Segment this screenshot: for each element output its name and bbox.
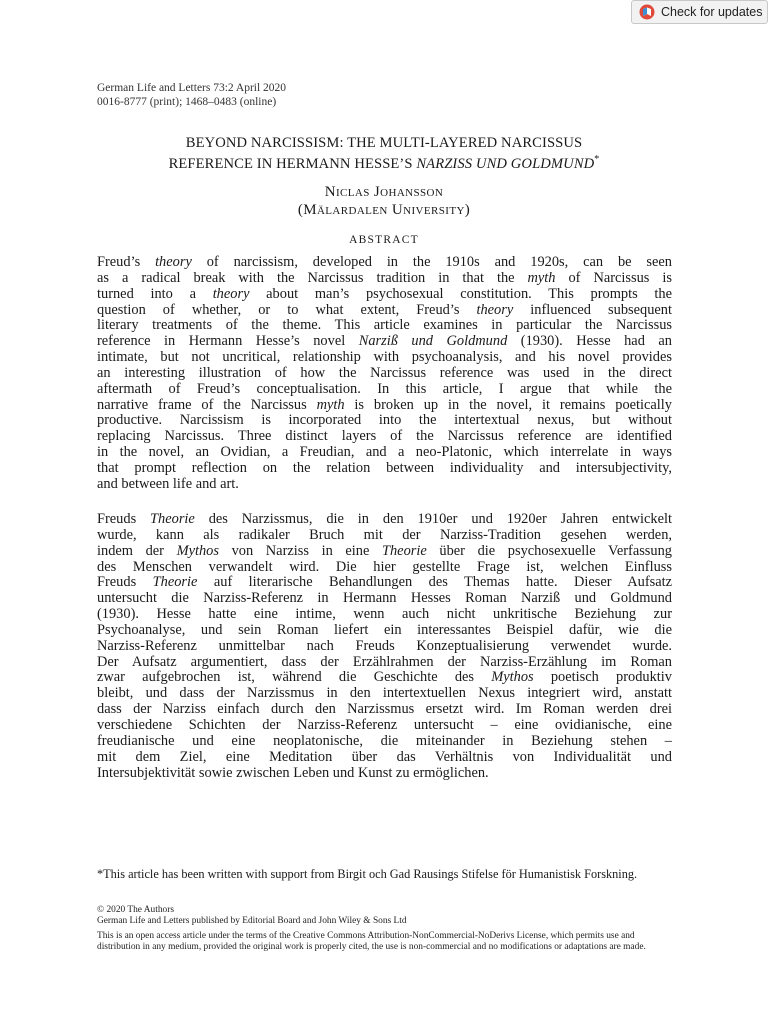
copyright-block: [97, 905, 677, 928]
abstract-line: wurde, kann als radikaler Bruch mit der Narziss-Tradition gesehen werden,: [97, 526, 672, 543]
abstract-line: freudianische und eine neoplatonische, die miteinander in Beziehung stehen –: [97, 732, 672, 749]
issn-line: 0016-8777 (print); 1468–0483 (online): [97, 96, 277, 108]
footnote: *This article has been written with support from Birgit och Gad Rausings Stifelse för Humanistisk Forskning.: [97, 867, 638, 881]
title-line-1: BEYOND NARCISSISM: THE MULTI-LAYERED NARCISSUS: [185, 135, 583, 151]
abstract-line: untersucht die Narziss-Referenz in Hermann Hesses Roman Narziß und Goldmund: [97, 590, 672, 607]
abstract-line: narrative frame of the Narcissus myth is broken up in the novel, it remains poetically: [97, 396, 672, 413]
abstract-line: turned into a theory about man’s psychosexual constitution. This prompts the: [97, 285, 672, 302]
author-affiliation: (Mälardalen University): [297, 202, 471, 218]
abstract-line: productive. Narcissism is incorporated into the intertextual nexus, but without: [97, 412, 672, 429]
abstract-line: and between life and art.: [97, 475, 239, 492]
title-footnote-mark: *: [594, 153, 600, 165]
check-for-updates-label: Check for updates: [661, 5, 763, 19]
abstract-line: intimate, but not uncritical, relationship with psychoanalysis, and his novel provides: [97, 349, 672, 366]
author-name: Niclas Johansson: [324, 184, 444, 200]
abstract-line: Freud’s theory of narcissism, developed in the 1910s and 1920s, can be seen: [97, 254, 672, 270]
abstract-line: an interesting illustration of how the Narcissus reference was used in the direct: [97, 364, 672, 381]
abstract-line: replacing Narcissus. Three distinct layers of the Narcissus reference are identified: [97, 428, 672, 445]
abstract-english: [97, 255, 672, 493]
abstract-line: zwar aufgebrochen ist, während die Geschichte des Mythos poetisch produktiv: [97, 669, 672, 686]
copyright-line: © 2020 The Authors: [97, 905, 174, 915]
abstract-line: Freuds Theorie auf literarische Behandlungen des Themas hatte. Dieser Aufsatz: [97, 574, 672, 591]
abstract-german: [97, 512, 672, 781]
title-novel-name: NARZISS UND GOLDMUND: [416, 155, 595, 172]
abstract-line: indem der Mythos von Narziss in eine Theorie über die psychosexuelle Verfassung: [97, 542, 672, 559]
abstract-line: (1930). Hesse hatte eine intime, wenn auch nicht unkritische Beziehung zur: [97, 606, 672, 623]
abstract-line: mit dem Ziel, eine Meditation über das Verhältnis von Individualität und: [97, 748, 672, 765]
abstract-line: as a radical break with the Narcissus tradition in that the myth of Narcissus is: [97, 269, 672, 286]
journal-line: German Life and Letters 73:2 April 2020: [97, 82, 287, 94]
abstract-line: Intersubjektivität sowie zwischen Leben und Kunst zu ermöglichen.: [97, 764, 489, 781]
author-block: [60, 183, 708, 219]
abstract-heading: ABSTRACT: [349, 234, 419, 246]
crossmark-icon: [639, 4, 655, 20]
abstract-line: Der Aufsatz argumentiert, dass der Erzählrahmen der Narziss-Erzählung im Roman: [97, 653, 672, 670]
journal-citation: [97, 81, 286, 109]
license-text: This is an open access article under the terms of the Creative Commons Attribution-NonCommercial-NoDerivs License, which permits use and distribution in any medium, provided the original work is properly cited, the use is non-commercial and no modifications or adaptations are made.: [97, 931, 646, 953]
abstract-line: bleibt, und dass der Narzissmus in den intertextuellen Nexus integriert wird, anstatt: [97, 685, 672, 702]
abstract-line: verschiedene Schichten der Narziss-Referenz untersucht – eine ovidianische, eine: [97, 716, 672, 733]
abstract-line: Narziss-Referenz unmittelbar nach Freuds Konzeptualisierung verwendet wurde.: [97, 637, 672, 654]
abstract-line: reference in Hermann Hesse’s novel Narziß und Goldmund (1930). Hesse had an: [97, 333, 672, 350]
title-line-2: REFERENCE IN HERMANN HESSE’S NARZISS UND GOLDMUND*: [168, 153, 600, 172]
abstract-line: literary treatments of the theme. This article examines in particular the Narcissus: [97, 317, 672, 334]
abstract-line: Psychoanalyse, und sein Roman liefert ein interessantes Beispiel dafür, wie die: [97, 621, 672, 638]
abstract-line: in the novel, an Ovidian, a Freudian, and a neo-Platonic, which interrelate in ways: [97, 444, 672, 461]
publisher-line: German Life and Letters published by Editorial Board and John Wiley & Sons Ltd: [97, 916, 407, 927]
abstract-line: aftermath of Freud’s conceptualisation. In this article, I argue that while the: [97, 380, 672, 397]
abstract-line: Freuds Theorie des Narzissmus, die in den 1910er und 1920er Jahren entwickelt: [97, 511, 672, 527]
abstract-line: that prompt reflection on the relation between individuality and intersubjectivity,: [97, 459, 672, 476]
check-for-updates-badge[interactable]: [631, 0, 768, 24]
abstract-line: question of whether, or to what extent, Freud’s theory influenced subsequent: [97, 301, 672, 318]
article-title: [60, 135, 708, 172]
abstract-line: dass der Narziss einfach durch den Narzissmus ersetzt wird. Im Roman werden drei: [97, 701, 672, 718]
abstract-line: des Menschen verwandelt wird. Die hier gestellte Frage ist, welchen Einfluss: [97, 558, 672, 575]
